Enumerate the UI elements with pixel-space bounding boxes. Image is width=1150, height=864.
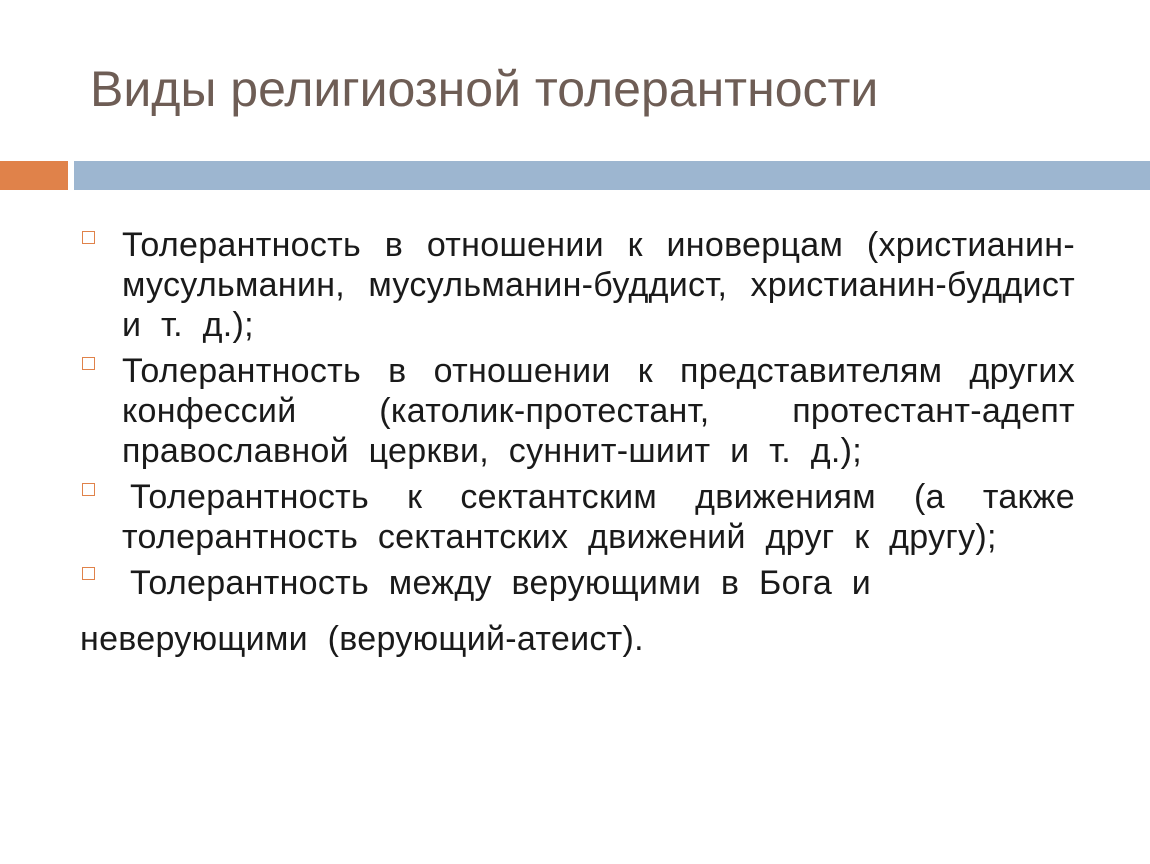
bullet-item-2 — [80, 351, 1075, 471]
accent-bar — [0, 161, 68, 190]
title-divider-bar — [74, 161, 1150, 190]
hollow-square-bullet-icon — [82, 357, 95, 370]
bullet-item-3 — [80, 477, 1075, 557]
hollow-square-bullet-icon — [82, 483, 95, 496]
bullet-text: Толерантность в отношении к представителям других конфессий (католик-протестант, протестант-адепт православной церкви, суннит-шиит и т. д.); — [122, 352, 1075, 470]
bullet-item-1 — [80, 225, 1075, 345]
bullet-list — [80, 225, 1075, 659]
bullet-text: Толерантность к сектантским движениям (а также толерантность сектантских движений друг к другу); — [122, 478, 1075, 556]
hollow-square-bullet-icon — [82, 567, 95, 580]
hollow-square-bullet-icon — [82, 231, 95, 244]
bullet-text-line-2: неверующими (верующий-атеист). — [80, 620, 644, 658]
bullet-item-4 — [80, 563, 1075, 659]
bullet-text: Толерантность в отношении к иноверцам (христианин-мусульманин, мусульманин-буддист, христианин-буддист и т. д.); — [122, 226, 1075, 344]
slide-title: Виды религиозной толерантности — [90, 61, 879, 117]
bullet-text-line-1: Толерантность между верующими в Бога и — [130, 564, 872, 602]
